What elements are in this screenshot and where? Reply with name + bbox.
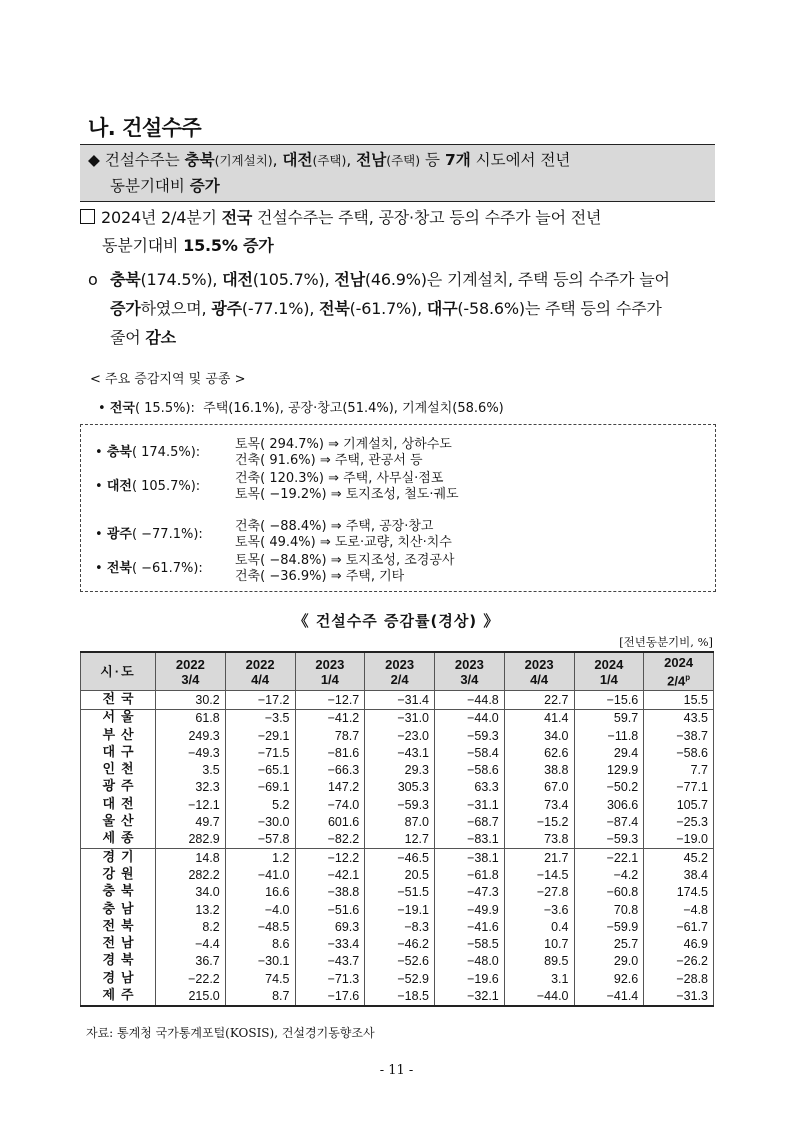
value-cell: 147.2 xyxy=(295,779,365,796)
table-row xyxy=(81,779,714,796)
table-row xyxy=(81,709,714,727)
circle-bullet-icon: o xyxy=(88,270,98,289)
diamond-bullet-icon: ◆ xyxy=(88,151,100,169)
value-cell: 21.7 xyxy=(504,849,574,867)
value-cell: 62.6 xyxy=(504,744,574,761)
column-header: 2022 3/4 xyxy=(156,652,226,691)
region-cell: 전국 xyxy=(81,691,156,709)
value-cell: 15.5 xyxy=(644,691,714,709)
value-cell: −74.0 xyxy=(295,796,365,813)
table-row xyxy=(81,918,714,935)
table-row xyxy=(81,831,714,849)
value-cell: −59.3 xyxy=(574,831,644,849)
region-cell: 제주 xyxy=(81,987,156,1005)
region-cell: 경기 xyxy=(81,849,156,867)
value-cell: −71.5 xyxy=(225,744,295,761)
value-cell: 36.7 xyxy=(156,953,226,970)
value-cell: −65.1 xyxy=(225,762,295,779)
value-cell: 282.9 xyxy=(156,831,226,849)
national-line: • 전국( 15.5%): 주택(16.1%), 공장·창고(51.4%), 기계설치(58.6%) xyxy=(98,401,504,416)
value-cell: −68.7 xyxy=(435,813,505,830)
value-cell: 41.4 xyxy=(504,709,574,727)
para2-line-3: 줄어 감소 xyxy=(110,328,176,347)
value-cell: −23.0 xyxy=(365,727,435,744)
value-cell: −19.6 xyxy=(435,970,505,987)
value-cell: −57.8 xyxy=(225,831,295,849)
value-cell: 105.7 xyxy=(644,796,714,813)
table-row xyxy=(81,866,714,883)
value-cell: 34.0 xyxy=(156,884,226,901)
value-cell: −48.5 xyxy=(225,918,295,935)
table-row xyxy=(81,970,714,987)
value-cell: −38.7 xyxy=(644,727,714,744)
value-cell: 12.7 xyxy=(365,831,435,849)
value-cell: 8.6 xyxy=(225,935,295,952)
value-cell: 14.8 xyxy=(156,849,226,867)
value-cell: −58.6 xyxy=(644,744,714,761)
value-cell: 45.2 xyxy=(644,849,714,867)
summary-line-2: 동분기대비 증가 xyxy=(110,177,220,195)
table-unit: [전년동분기비, %] xyxy=(619,635,713,649)
value-cell: −41.2 xyxy=(295,709,365,727)
value-cell: −27.8 xyxy=(504,884,574,901)
value-cell: −31.3 xyxy=(644,987,714,1005)
table-row xyxy=(81,884,714,901)
value-cell: 215.0 xyxy=(156,987,226,1005)
value-cell: 249.3 xyxy=(156,727,226,744)
value-cell: 89.5 xyxy=(504,953,574,970)
source-note: 자료: 통계청 국가통계포털(KOSIS), 건설경기동향조사 xyxy=(86,1026,375,1040)
value-cell: −28.8 xyxy=(644,970,714,987)
value-cell: −38.8 xyxy=(295,884,365,901)
value-cell: 22.7 xyxy=(504,691,574,709)
value-cell: −49.9 xyxy=(435,901,505,918)
value-cell: 13.2 xyxy=(156,901,226,918)
value-cell: 32.3 xyxy=(156,779,226,796)
region-cell: 광주 xyxy=(81,779,156,796)
region-cell: 대전 xyxy=(81,796,156,813)
value-cell: −59.9 xyxy=(574,918,644,935)
value-cell: −52.9 xyxy=(365,970,435,987)
value-cell: 73.4 xyxy=(504,796,574,813)
table-row xyxy=(81,849,714,867)
value-cell: −48.0 xyxy=(435,953,505,970)
value-cell: 3.5 xyxy=(156,762,226,779)
value-cell: −14.5 xyxy=(504,866,574,883)
region-column-header: 시·도 xyxy=(81,652,156,691)
value-cell: −59.3 xyxy=(435,727,505,744)
region-cell: 경북 xyxy=(81,953,156,970)
value-cell: −12.7 xyxy=(295,691,365,709)
value-cell: −11.8 xyxy=(574,727,644,744)
value-cell: −43.1 xyxy=(365,744,435,761)
value-cell: −38.1 xyxy=(435,849,505,867)
region-cell: 울산 xyxy=(81,813,156,830)
value-cell: −61.7 xyxy=(644,918,714,935)
column-header: 2023 4/4 xyxy=(504,652,574,691)
value-cell: 46.9 xyxy=(644,935,714,952)
value-cell: −30.1 xyxy=(225,953,295,970)
value-cell: 282.2 xyxy=(156,866,226,883)
table-row xyxy=(81,727,714,744)
value-cell: −19.0 xyxy=(644,831,714,849)
value-cell: −87.4 xyxy=(574,813,644,830)
region-cell: 세종 xyxy=(81,831,156,849)
value-cell: 87.0 xyxy=(365,813,435,830)
value-cell: −66.3 xyxy=(295,762,365,779)
value-cell: 38.4 xyxy=(644,866,714,883)
value-cell: −59.3 xyxy=(365,796,435,813)
value-cell: −4.2 xyxy=(574,866,644,883)
value-cell: −52.6 xyxy=(365,953,435,970)
value-cell: −81.6 xyxy=(295,744,365,761)
para2-line-2: 증가하였으며, 광주(-77.1%), 전북(-61.7%), 대구(-58.6%)는 주택 등의 수주가 xyxy=(110,299,662,318)
region-cell: 부산 xyxy=(81,727,156,744)
value-cell: −51.5 xyxy=(365,884,435,901)
construction-orders-table xyxy=(80,651,714,1007)
region-cell: 충북 xyxy=(81,884,156,901)
column-header: 2024 1/4 xyxy=(574,652,644,691)
table-row xyxy=(81,935,714,952)
value-cell: 70.8 xyxy=(574,901,644,918)
value-cell: −58.5 xyxy=(435,935,505,952)
region-cell: 대구 xyxy=(81,744,156,761)
value-cell: 3.1 xyxy=(504,970,574,987)
value-cell: 74.5 xyxy=(225,970,295,987)
value-cell: 601.6 xyxy=(295,813,365,830)
value-cell: −4.0 xyxy=(225,901,295,918)
section-title: 나. 건설수주 xyxy=(88,116,202,140)
value-cell: −26.2 xyxy=(644,953,714,970)
para1-line-2: 동분기대비 15.5% 증가 xyxy=(102,236,274,255)
column-header: 2023 3/4 xyxy=(435,652,505,691)
value-cell: 20.5 xyxy=(365,866,435,883)
value-cell: −61.8 xyxy=(435,866,505,883)
value-cell: 8.7 xyxy=(225,987,295,1005)
value-cell: 8.2 xyxy=(156,918,226,935)
value-cell: −18.5 xyxy=(365,987,435,1005)
value-cell: −3.5 xyxy=(225,709,295,727)
region-cell: 경남 xyxy=(81,970,156,987)
value-cell: 16.6 xyxy=(225,884,295,901)
value-cell: −3.6 xyxy=(504,901,574,918)
column-header: 2024 2/4$^p$ xyxy=(644,652,714,691)
value-cell: −15.2 xyxy=(504,813,574,830)
value-cell: 129.9 xyxy=(574,762,644,779)
summary-line-1: ◆ 건설수주는 충북(기계설치), 대전(주택), 전남(주택) 등 7개 시도에서 전년 xyxy=(88,151,571,169)
table-row xyxy=(81,987,714,1005)
value-cell: −4.4 xyxy=(156,935,226,952)
para1-line-1: 2024년 2/4분기 전국 건설수주는 주택, 공장·창고 등의 수주가 늘어 전년 xyxy=(80,204,601,232)
value-cell: 49.7 xyxy=(156,813,226,830)
value-cell: 67.0 xyxy=(504,779,574,796)
value-cell: −12.2 xyxy=(295,849,365,867)
value-cell: 306.6 xyxy=(574,796,644,813)
summary-box xyxy=(80,144,715,202)
value-cell: −19.1 xyxy=(365,901,435,918)
para2-line-1: o 충북(174.5%), 대전(105.7%), 전남(46.9%)은 기계설치, 주택 등의 수주가 늘어 xyxy=(88,266,670,294)
value-cell: −82.2 xyxy=(295,831,365,849)
value-cell: −42.1 xyxy=(295,866,365,883)
column-header: 2023 2/4 xyxy=(365,652,435,691)
value-cell: −44.8 xyxy=(435,691,505,709)
value-cell: 305.3 xyxy=(365,779,435,796)
region-cell: 서울 xyxy=(81,709,156,727)
value-cell: 10.7 xyxy=(504,935,574,952)
region-detail-box: • 충북( 174.5%): 토목( 294.7%) ⇒ 기계설치, 상하수도 건축( 91.6%) ⇒ 주택, 관공서 등 • 대전( 105.7%): 건축( 120.3%) ⇒ 주택, 사무실·점포 토목( −19.2%) ⇒ 토지조성, 철도·궤도 • 광주( −77.1%): 건축( −88.4%) ⇒ 주택, 공장·창고 토목( 49.4%) ⇒ 도로·교량, 치산·치수 • 전북( −61.7%): 토목( −84.8%) ⇒ 토지조성, 조경공사 건축( −36.9%) ⇒ 주택, 기타 xyxy=(80,424,716,592)
value-cell: 73.8 xyxy=(504,831,574,849)
column-header: 2022 4/4 xyxy=(225,652,295,691)
value-cell: −71.3 xyxy=(295,970,365,987)
value-cell: −77.1 xyxy=(644,779,714,796)
table-row xyxy=(81,762,714,779)
value-cell: 92.6 xyxy=(574,970,644,987)
value-cell: −49.3 xyxy=(156,744,226,761)
value-cell: −58.6 xyxy=(435,762,505,779)
value-cell: −25.3 xyxy=(644,813,714,830)
page-number: - 11 - xyxy=(379,1063,414,1078)
value-cell: −12.1 xyxy=(156,796,226,813)
value-cell: −58.4 xyxy=(435,744,505,761)
value-cell: −22.2 xyxy=(156,970,226,987)
value-cell: 25.7 xyxy=(574,935,644,952)
table-row xyxy=(81,796,714,813)
value-cell: −31.1 xyxy=(435,796,505,813)
note-title: < 주요 증감지역 및 공종 > xyxy=(90,372,246,387)
value-cell: −8.3 xyxy=(365,918,435,935)
value-cell: −31.4 xyxy=(365,691,435,709)
value-cell: −29.1 xyxy=(225,727,295,744)
value-cell: 38.8 xyxy=(504,762,574,779)
value-cell: 29.4 xyxy=(574,744,644,761)
region-cell: 전북 xyxy=(81,918,156,935)
table-row xyxy=(81,744,714,761)
value-cell: 59.7 xyxy=(574,709,644,727)
table-caption: 《 건설수주 증감률(경상) 》 xyxy=(293,612,500,630)
value-cell: 61.8 xyxy=(156,709,226,727)
value-cell: −22.1 xyxy=(574,849,644,867)
value-cell: −17.6 xyxy=(295,987,365,1005)
value-cell: 0.4 xyxy=(504,918,574,935)
value-cell: 29.0 xyxy=(574,953,644,970)
value-cell: −33.4 xyxy=(295,935,365,952)
value-cell: 5.2 xyxy=(225,796,295,813)
value-cell: −4.8 xyxy=(644,901,714,918)
value-cell: −31.0 xyxy=(365,709,435,727)
value-cell: −41.6 xyxy=(435,918,505,935)
column-header: 2023 1/4 xyxy=(295,652,365,691)
value-cell: −30.0 xyxy=(225,813,295,830)
value-cell: 30.2 xyxy=(156,691,226,709)
value-cell: −69.1 xyxy=(225,779,295,796)
value-cell: −44.0 xyxy=(504,987,574,1005)
value-cell: −83.1 xyxy=(435,831,505,849)
value-cell: −47.3 xyxy=(435,884,505,901)
value-cell: −50.2 xyxy=(574,779,644,796)
table-row xyxy=(81,953,714,970)
value-cell: −32.1 xyxy=(435,987,505,1005)
value-cell: 29.3 xyxy=(365,762,435,779)
checkbox-square-icon xyxy=(80,209,95,224)
value-cell: −60.8 xyxy=(574,884,644,901)
value-cell: −46.5 xyxy=(365,849,435,867)
value-cell: −51.6 xyxy=(295,901,365,918)
value-cell: 34.0 xyxy=(504,727,574,744)
value-cell: −41.0 xyxy=(225,866,295,883)
value-cell: 78.7 xyxy=(295,727,365,744)
value-cell: −15.6 xyxy=(574,691,644,709)
value-cell: −43.7 xyxy=(295,953,365,970)
value-cell: 174.5 xyxy=(644,884,714,901)
table-row xyxy=(81,901,714,918)
region-cell: 전남 xyxy=(81,935,156,952)
value-cell: 69.3 xyxy=(295,918,365,935)
value-cell: −44.0 xyxy=(435,709,505,727)
table-row xyxy=(81,691,714,709)
table-header-row xyxy=(81,652,714,691)
value-cell: 43.5 xyxy=(644,709,714,727)
value-cell: −41.4 xyxy=(574,987,644,1005)
table-row xyxy=(81,813,714,830)
value-cell: 63.3 xyxy=(435,779,505,796)
value-cell: 7.7 xyxy=(644,762,714,779)
value-cell: −46.2 xyxy=(365,935,435,952)
value-cell: −17.2 xyxy=(225,691,295,709)
value-cell: 1.2 xyxy=(225,849,295,867)
region-cell: 인천 xyxy=(81,762,156,779)
region-cell: 강원 xyxy=(81,866,156,883)
region-cell: 충남 xyxy=(81,901,156,918)
